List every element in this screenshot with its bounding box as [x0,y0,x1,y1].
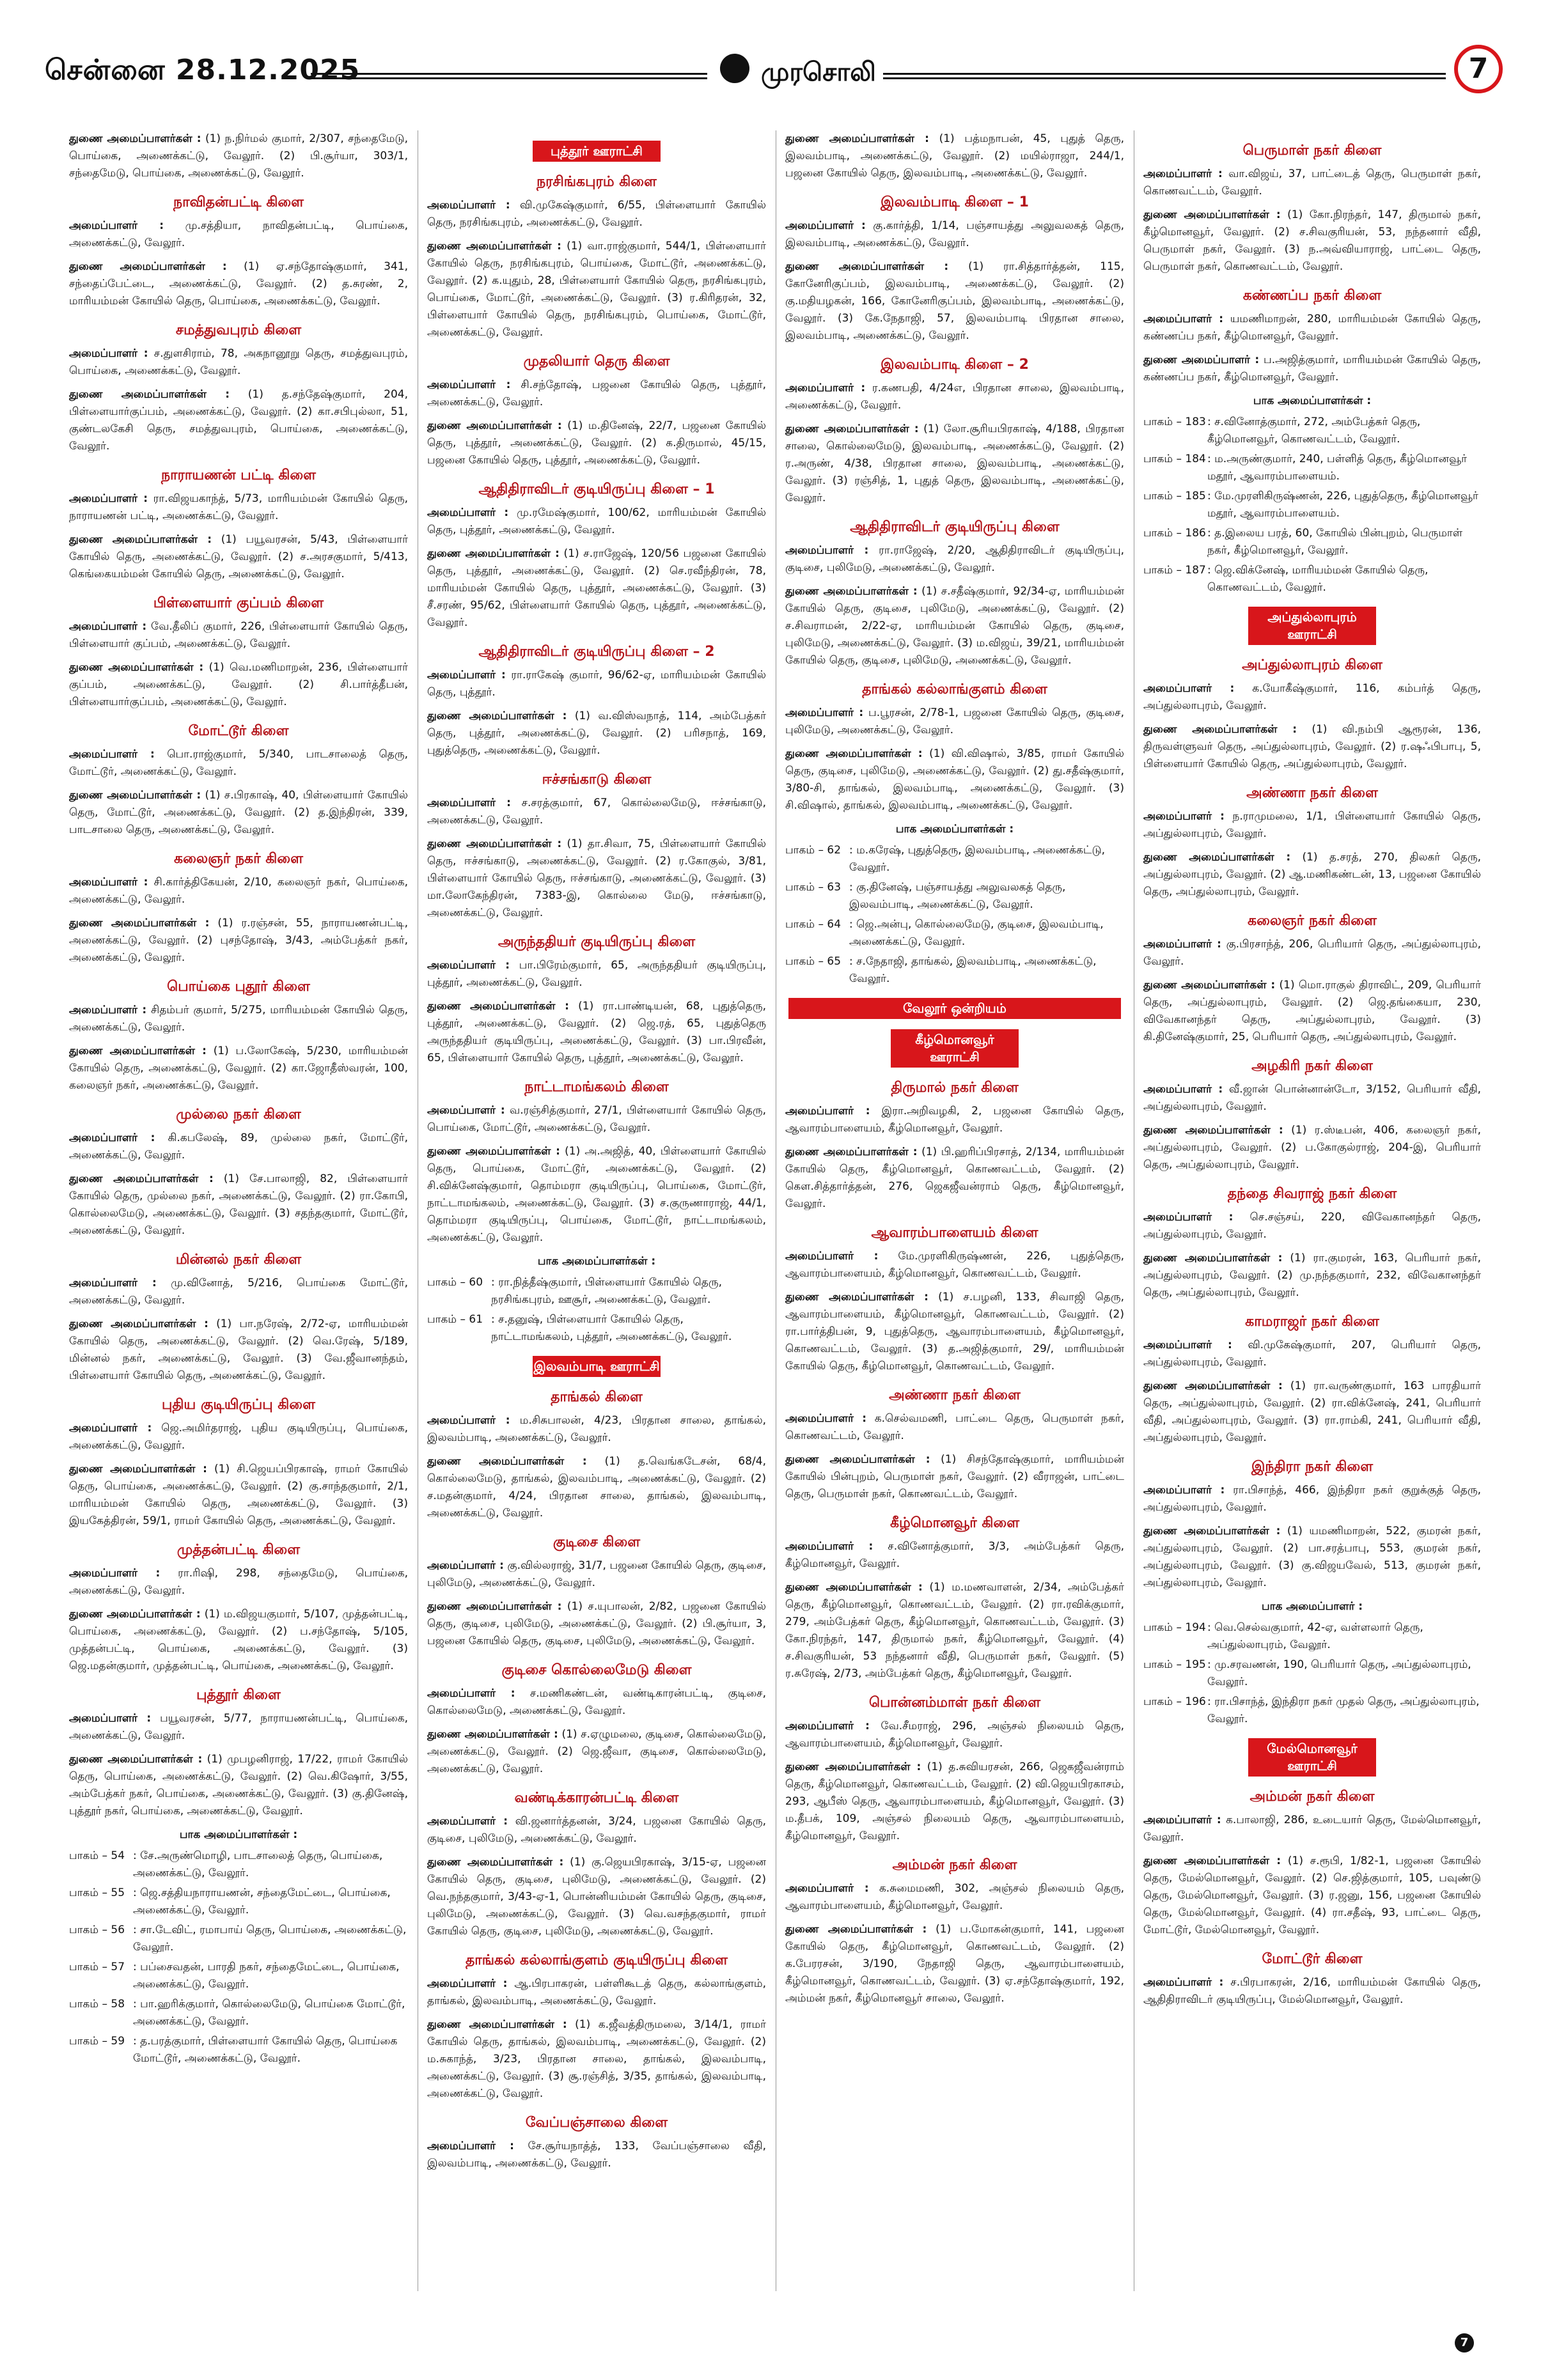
booth-organiser: : கு.தினேஷ், பஞ்சாயத்து அலுவலகத் தெரு, இலவம்பாடி, அணைக்கட்டு, வேலூர். [849,881,1066,911]
booth-organiser: : சா.டேவிட், ரமாபாய் தெரு, பொய்கை, அணைக்கட்டு, வேலூர். [133,1924,407,1954]
organiser-entry: அமைப்பாளர் : க.பாலாஜி, 286, உடையார் தெரு, மேல்மொனவூர், வேலூர். [1143,1814,1481,1844]
organiser-entry: அமைப்பாளர் : ச.சரத்குமார், 67, கொல்லைமேடு, ஈச்சங்காடு, அணைக்கட்டு, வேலூர். [427,797,766,827]
organiser-entry: துணை அமைப்பாளர்கள் : (1) ச.சதீஷ்குமார், 92/34-ஏ, மாரியம்மன் கோயில் தெரு, குடிசை, புலிமேடு, அணைக்கட்டு, வேலூர். (2) ச.சிவராமன், 2/22-ஏ, மாரியம்மன் கோயில் தெரு, குடிசை, புலிமேடு, அணைக்கட்டு, வேலூர். (3) ம.விஜய், 39/21, மாரியம்மன் கோயில் தெரு, குடிசை, புலிமேடு, அணைக்கட்டு, வேலூர். [785,585,1124,667]
booth-entry [427,1311,766,1346]
organiser-entry: அமைப்பாளர் : ரா.பிசாந்த், 466, இந்திரா நகர் குறுக்குத் தெரு, அப்துல்லாபுரம், வேலூர். [1143,1484,1481,1514]
booth-entry [1143,1619,1481,1654]
booth-number: பாகம் – 56 [69,1924,125,1936]
booth-number: பாகம் – 54 [69,1849,125,1862]
branch-heading: நாட்டாமங்கலம் கிளை [524,1079,669,1095]
booth-number: பாகம் – 55 [69,1886,125,1899]
organiser-entry: துணை அமைப்பாளர்கள் : (1) வ.விஸ்வநாத், 114, அம்பேத்கர் தெரு, புத்தூர், அணைக்கட்டு, வேலூர். (2) பரிசநாத், 169, புதுத்தெரு, அணைக்கட்டு, வேலூர். [427,710,766,757]
branch-heading: இலவம்பாடி கிளை – 2 [881,357,1029,373]
organiser-entry: துணை அமைப்பாளர்கள் : (1) ம.தினேஷ், 22/7, பஜனை கோயில் தெரு, புத்தூர், அணைக்கட்டு, வேலூர். (2) க.திருமால், 45/15, பஜனை கோயில் தெரு, புத்தூர், அணைக்கட்டு, வேலூர். [427,419,766,467]
organiser-entry: துணை அமைப்பாளர்கள் : (1) த.வெங்கடேசன், 68/4, கொல்லைமேடு, தாங்கல், இலவம்பாடி, அணைக்கட்டு, வேலூர். (2) ச.மதன்குமார், 4/24, பிரதான சாலை, தாங்கல், இலவம்பாடி, அணைக்கட்டு, வேலூர். [427,1455,766,1520]
organiser-entry: அமைப்பாளர் : மு.சத்தியா, நாவிதன்பட்டி, பொய்கை, அணைக்கட்டு, வேலூர். [69,219,408,249]
organiser-entry: துணை அமைப்பாளர்கள் : (1) பயூவரசன், 5/43, பிள்ளையார் கோயில் தெரு, அணைக்கட்டு, வேலூர். (2) ச.அரசகுமார், 5/413, கெங்கையம்மன் கோயில் தெரு, அணைக்கட்டு, வேலூர். [69,533,408,580]
organiser-entry: துணை அமைப்பாளர்கள் : (1) ச.பழனி, 133, சிவாஜி தெரு, ஆவாரம்பாளையம், கீழ்மொனவூர், கொணவட்டம், வேலூர். (2) ரா.பார்த்திபன், 9, புதுத்தெரு, ஆவாரம்பாளையம், கீழ்மொனவூர், கொணவட்டம், வேலூர். (3) த.அஜித்குமார், 29/, மாரியம்மன் கோயில் தெரு, கீழ்மொனவூர், கொணவட்டம், வேலூர். [785,1291,1124,1373]
branch-heading: முல்லை நகர் கிளை [176,1107,301,1123]
column-4 [1143,130,1481,2291]
booth-list-heading: பாக அமைப்பாளர்கள் : [179,1828,298,1841]
booth-organiser: : ச.தனுஷ், பிள்ளையார் கோயில் தெரு, நாட்டாமங்கலம், புத்தூர், அணைக்கட்டு, வேலூர். [491,1313,732,1343]
booth-list-heading: பாக அமைப்பாளர்கள் : [895,823,1014,836]
organiser-entry: துணை அமைப்பாளர்கள் : (1) ரா.குமரன், 163, பெரியார் நகர், அப்துல்லாபுரம், வேலூர். (2) மு.நந்தகுமார், 232, விவேகானந்தர் தெரு, அப்துல்லாபுரம், வேலூர். [1143,1252,1481,1299]
organiser-entry: அமைப்பாளர் : பயூவரசன், 5/77, நாராயணன்பட்டி, பொய்கை, அணைக்கட்டு, வேலூர். [69,1712,408,1742]
organiser-entry: துணை அமைப்பாளர்கள் : (1) ப.மோகன்குமார், 141, பஜனை கோயில் தெரு, கீழ்மொனவூர், கொணவட்டம், வேலூர். (2) க.பேரரசன், 3/190, நேதாஜி தெரு, ஆவாரம்பாளையம், கீழ்மொனவூர், கொணவட்டம், வேலூர். (3) ஏ.சந்தோஷ்குமார், 192, அம்மன் நகர், கீழ்மொனவூர் சாலை, வேலூர். [785,1923,1124,2005]
branch-heading: தாங்கல் கல்லாங்குளம் கிளை [862,681,1047,697]
organiser-entry: அமைப்பாளர் : வே.சீமராஜ், 296, அஞ்சல் நிலையம் தெரு, ஆவாரம்பாளையம், கீழ்மொனவூர், வேலூர். [785,1720,1124,1750]
page-number-badge: 7 [1454,45,1503,93]
organiser-entry: துணை அமைப்பாளர்கள் : (1) யமணிமாறன், 522, குமரன் நகர், அப்துல்லாபுரம், வேலூர். (2) பா.சரத்பாபு, 553, குமரன் நகர், அப்துல்லாபுரம், வேலூர். (3) கு.விஜயவேல், 513, குமரன் நகர், அப்துல்லாபுரம், வேலூர். [1143,1525,1481,1589]
branch-heading: திருமால் நகர் கிளை [891,1080,1019,1096]
branch-heading: அம்மன் நகர் கிளை [892,1857,1017,1873]
booth-organiser: : சே.அருண்மொழி, பாடசாலைத் தெரு, பொய்கை, அணைக்கட்டு, வேலூர். [133,1849,383,1879]
branch-heading: அழகிரி நகர் கிளை [1251,1058,1373,1074]
organiser-entry: அமைப்பாளர் : சி.கார்த்திகேயன், 2/10, கலைஞர் நகர், பொய்கை, அணைக்கட்டு, வேலூர். [69,876,408,906]
booth-number: பாகம் – 194 [1143,1621,1206,1634]
organiser-entry: அமைப்பாளர் : க.செல்வமணி, பாட்டை தெரு, பெருமாள் நகர், கொணவட்டம், வேலூர். [785,1412,1124,1442]
branch-heading: மோட்டூர் கிளை [188,723,289,739]
booth-number: பாகம் – 183 [1143,416,1206,428]
masthead-rule-right [883,73,1446,79]
organiser-entry: அமைப்பாளர் : வி.ஜனார்த்தனன், 3/24, பஜனை கோயில் தெரு, குடிசை, புலிமேடு, அணைக்கட்டு, வேலூர். [427,1815,766,1845]
branch-heading: புதிய குடியிருப்பு கிளை [162,1397,315,1413]
branch-heading: அண்ணா நகர் கிளை [889,1387,1021,1403]
column-1 [69,130,408,2291]
organiser-entry: துணை அமைப்பாளர்கள் : (1) மொ.ராகுல் திராவிட், 209, பெரியார் தெரு, அப்துல்லாபுரம், வேலூர். (2) ஜெ.தங்கையா, 230, விவேகானந்தர் தெரு, அப்துல்லாபுரம், வேலூர். (3) கி.தினேஷ்குமார், 25, பெரியார் தெரு, அப்துல்லாபுரம், வேலூர். [1143,979,1481,1043]
organiser-entry: அமைப்பாளர் : இரா.அறிவழகி, 2, பஜனை கோயில் தெரு, ஆவாரம்பாளையம், கீழ்மொனவூர், வேலூர். [785,1105,1124,1135]
organiser-entry: துணை அமைப்பாளர்கள் : (1) சி.ஜெயப்பிரகாஷ், ராமர் கோயில் தெரு, பொய்கை, அணைக்கட்டு, வேலூர். (2) கு.சாந்தகுமார், 2/1, மாரியம்மன் கோயில் தெரு, அணைக்கட்டு, வேலூர். (3) இயகேத்திரன், 59/1, ராமர் கோயில் தெரு, அணைக்கட்டு, வேலூர். [69,1463,408,1527]
booth-organiser: : பா.ஹரிக்குமார், கொல்லைமேடு, பொய்கை மோட்டூர், அணைக்கட்டு, வேலூர். [133,1998,405,2028]
organiser-entry: துணை அமைப்பாளர்கள் : (1) பத்மநாபன், 45, புதுத் தெரு, இலவம்பாடி, அணைக்கட்டு, வேலூர். (2) மயில்ராஜா, 244/1, பஜனை கோயில் தெரு, இலவம்பாடி, அணைக்கட்டு, வேலூர். [785,132,1124,180]
organiser-entry: துணை அமைப்பாளர்கள் : (1) ச.ராஜேஷ், 120/56 பஜனை கோயில் தெரு, புத்தூர், அணைக்கட்டு, வேலூர். (2) செ.ரவீந்திரன், 78, மாரியம்மன் கோயில் தெரு, புத்தூர், அணைக்கட்டு, வேலூர். (3) சீ.சரண், 95/62, பிள்ளையார் கோயில் தெரு, புத்தூர், அணைக்கட்டு, வேலூர். [427,547,766,629]
booth-organiser: : ஜெ.சத்தியநாராயணன், சந்தைமேட்டை, பொய்கை, அணைக்கட்டு, வேலூர். [133,1886,391,1917]
organiser-entry: அமைப்பாளர் : செ.சஞ்சய், 220, விவேகானந்தர் தெரு, அப்துல்லாபுரம், வேலூர். [1143,1211,1481,1241]
branch-heading: வண்டிக்காரன்பட்டி கிளை [514,1790,679,1806]
branch-heading: முத்தன்பட்டி கிளை [176,1542,301,1558]
organiser-entry: அமைப்பாளர் : வி.முகேஷ்குமார், 6/55, பிள்ளையார் கோயில் தெரு, நரசிங்கபுரம், அணைக்கட்டு, வேலூர். [427,199,766,229]
organiser-entry: அமைப்பாளர் : வி.முகேஷ்குமார், 207, பெரியார் தெரு, அப்துல்லாபுரம், வேலூர். [1143,1339,1481,1369]
booth-entry [427,1274,766,1309]
organiser-entry: அமைப்பாளர் : ச.மணிகண்டன், வண்டிகாரன்பட்டி, குடிசை, கொல்லைமேடு, அணைக்கட்டு, வேலூர். [427,1687,766,1717]
booth-entry [1143,1693,1481,1728]
organiser-entry: அமைப்பாளர் : ச.துளசிராம், 78, அகநானூறு தெரு, சமத்துவபுரம், பொய்கை, அணைக்கட்டு, வேலூர். [69,347,408,377]
branch-heading: பொய்கை புதூர் கிளை [167,979,310,995]
booth-organiser: : ரா.பிசாந்த், இந்திரா நகர் முதல் தெரு, அப்துல்லாபுரம், வேலூர். [1207,1695,1480,1725]
branch-heading: ஆதிதிராவிடர் குடியிருப்பு கிளை – 2 [478,644,715,660]
branch-heading: அண்ணா நகர் கிளை [1246,785,1378,801]
branch-heading: புத்தூர் கிளை [196,1687,281,1703]
booth-number: பாகம் – 64 [785,918,842,931]
organiser-entry: துணை அமைப்பாளர்கள் : (1) ச.ரூபி, 1/82-1, பஜனை கோயில் தெரு, மேல்மொனவூர், வேலூர். (2) செ.ஜித்குமார், 105, பவுண்டு தெரு, மேல்மொனவூர், வேலூர். (3) ர.ஜனு, 156, பஜனை கோயில் தெரு, மேல்மொனவூர், வேலூர். (4) ரா.சதீஷ், 93, பாட்டை தெரு, மோட்டூர், மேல்மொனவூர், வேலூர். [1143,1855,1481,1936]
branch-heading: அம்மன் நகர் கிளை [1249,1789,1375,1805]
booth-entry [785,879,1124,914]
branch-heading: சமத்துவபுரம் கிளை [175,322,302,338]
booth-number: பாகம் – 65 [785,955,842,968]
organiser-entry: அமைப்பாளர் : ப.பூரசன், 2/78-1, பஜனை கோயில் தெரு, குடிசை, புலிமேடு, அணைக்கட்டு, வேலூர். [785,706,1124,736]
organiser-entry: அமைப்பாளர் : வீ.ஜான் பொன்னான்டோ, 3/152, பெரியார் வீதி, அப்துல்லாபுரம், வேலூர். [1143,1083,1481,1113]
branch-heading: ஆதிதிராவிடர் குடியிருப்பு கிளை – 1 [478,481,715,497]
organiser-entry: துணை அமைப்பாளர்கள் : (1) த.சரத், 270, திலகர் தெரு, அப்துல்லாபுரம், வேலூர். (2) ஆ.மணிகண்டன், 13, பஜனை கோயில் தெரு, அப்துல்லாபுரம், வேலூர். [1143,851,1481,898]
booth-organiser: : த.பரத்குமார், பிள்ளையார் கோயில் தெரு, பொய்கை மோட்டூர், அணைக்கட்டு, வேலூர். [133,2035,398,2065]
booth-entry [1143,1656,1481,1691]
organiser-entry: அமைப்பாளர் : மே.முரளிகிருஷ்ணன், 226, புதுத்தெரு, ஆவாரம்பாளையம், கீழ்மொனவூர், கொணவட்டம், வேலூர். [785,1250,1124,1280]
booth-organiser: : ஜெ.அன்பு, கொல்லைமேடு, குடிசை, இலவம்பாடி, அணைக்கட்டு, வேலூர். [849,918,1104,948]
branch-heading: கலைஞர் நகர் கிளை [1248,913,1377,929]
booth-entry [785,842,1124,876]
booth-entry [69,1847,408,1882]
logo-emblem-icon [720,54,749,83]
booth-number: பாகம் – 187 [1143,564,1206,577]
branch-heading: அருந்ததியர் குடியிருப்பு கிளை [497,934,696,950]
branch-heading: முதலியார் தெரு கிளை [523,354,670,369]
booth-entry [69,1885,408,1919]
branch-heading: தாங்கல் கிளை [551,1389,643,1405]
organiser-entry: துணை அமைப்பாளர்கள் : (1) ந.நிர்மல் குமார், 2/307, சந்தைமேடு, பொய்கை, அணைக்கட்டு, வேலூர். (2) பி.சூர்யா, 303/1, சந்தைமேடு, பொய்கை, அணைக்கட்டு, வேலூர். [69,132,408,180]
organiser-entry: துணை அமைப்பாளர்கள் : (1) ம.மணவாளன், 2/34, அம்பேத்கர் தெரு, கீழ்மொனவூர், கொணவட்டம், வேலூர். (2) ரா.ரவிக்குமார், 279, அம்பேத்கர் தெரு, கீழ்மொனவூர், கொணவட்டம், வேலூர். (3) கோ.நிரந்தர், 147, திருமால் நகர், கீழ்மொனவூர், வேலூர். (4) ச.சிவகுரியன், 53 நந்தனார் வீதி, பெருமாள் நகர், வேலூர். (5) ர.சுரேஷ், 2/73, அம்பேத்கர் தெரு, கீழ்மொனவூர், வேலூர். [785,1581,1124,1680]
organiser-entry: துணை அமைப்பாளர்கள் : (1) லோ.சூரியபிரகாஷ், 4/188, பிரதான சாலை, கொல்லைமேடு, இலவம்பாடி, அணைக்கட்டு, வேலூர். (2) ர.அருண், 4/38, பிரதான சாலை, இலவம்பாடி, அணைக்கட்டு, வேலூர். (3) ரஞ்சித், 1, புதுத் தெரு, இலவம்பாடி, அணைக்கட்டு, வேலூர். [785,423,1124,504]
organiser-entry: அமைப்பாளர் : கு.கார்த்தி, 1/14, பஞ்சாயத்து அலுவலகத் தெரு, இலவம்பாடி, அணைக்கட்டு, வேலூர். [785,219,1124,249]
organiser-entry: அமைப்பாளர் : வே.தீலிப் குமார், 226, பிள்ளையார் கோயில் தெரு, பிள்ளையார் குப்பம், அணைக்கட்டு, வேலூர். [69,620,408,650]
booth-entry [785,916,1124,951]
organiser-entry: அமைப்பாளர் : ச.வினோத்குமார், 3/3, அம்பேத்கர் தெரு, கீழ்மொனவூர், வேலூர். [785,1540,1124,1570]
organiser-entry: அமைப்பாளர் : ரா.ராஜேஷ், 2/20, ஆதிதிராவிடர் குடியிருப்பு, குடிசை, புலிமேடு, அணைக்கட்டு, வேலூர். [785,544,1124,574]
organiser-entry: அமைப்பாளர் : வா.விஜய், 37, பாட்டைத் தெரு, பெருமாள் நகர், கொணவட்டம், வேலூர். [1143,167,1481,198]
organiser-entry: துணை அமைப்பாளர்கள் : (1) ச.பிரகாஷ், 40, பிள்ளையார் கோயில் தெரு, மோட்டூர், அணைக்கட்டு, வேலூர். (2) த.இந்திரன், 339, பாடசாலை தெரு, அணைக்கட்டு, வேலூர். [69,789,408,836]
branch-heading: இலவம்பாடி கிளை – 1 [881,194,1029,210]
organiser-entry: துணை அமைப்பாளர்கள் : (1) ர.ஸ்டீபன், 406, கலைஞர் நகர், அப்துல்லாபுரம், வேலூர். (2) ப.கோகுல்ராஜ், 204-இ, பெரியார் தெரு, அப்துல்லாபுரம், வேலூர். [1143,1124,1481,1171]
section-banner: இலவம்பாடி ஊராட்சி [533,1356,661,1377]
booth-number: பாகம் – 58 [69,1998,125,2011]
organiser-entry: துணை அமைப்பாளர்கள் : (1) ஏ.சந்தோஷ்குமார், 341, சந்தைப்பேட்டை, அணைக்கட்டு, வேலூர். (2) த.சுரண், 2, மாரியம்மன் கோயில் தெரு, பொய்கை, அணைக்கட்டு, வேலூர். [69,260,408,307]
booth-entry [69,1996,408,2030]
column-3 [785,130,1124,2291]
booth-number: பாகம் – 61 [427,1313,483,1326]
organiser-entry: அமைப்பாளர் : மு.வினோத், 5/216, பொய்கை மோட்டூர், அணைக்கட்டு, வேலூர். [69,1277,408,1307]
booth-number: பாகம் – 63 [785,881,842,894]
organiser-entry: துணை அமைப்பாளர்கள் : (1) வி.நம்பி ஆரூரன், 136, திருவள்ளுவர் தெரு, அப்துல்லாபுரம், வேலூர். (2) ர.ஷஃபிபாபு, 5, பிள்ளையார் கோயில் தெரு, அப்துல்லாபுரம், வேலூர். [1143,723,1481,770]
newspaper-name: முரசொலி [761,58,876,87]
booth-entry [1143,562,1481,596]
organiser-entry: துணை அமைப்பாளர்கள் : (1) பி.ஹரிப்பிரசாத், 2/134, மாரியம்மன் கோயில் தெரு, கீழ்மொனவூர், கொணவட்டம், வேலூர். (2) கௌ.சித்தார்த்தன், 276, ஜெகஜீவன்ராம் தெரு, கீழ்மொனவூர், வேலூர். [785,1146,1124,1210]
organiser-entry: அமைப்பாளர் : யமணிமாறன், 280, மாரியம்மன் கோயில் தெரு, கண்ணப்ப நகர், கீழ்மொனவூர், வேலூர். [1143,313,1481,343]
organiser-entry: அமைப்பாளர் : சிதம்பர் குமார், 5/275, மாரியம்மன் கோயில் தெரு, அணைக்கட்டு, வேலூர். [69,1004,408,1034]
branch-heading: கீழ்மொனவூர் கிளை [889,1515,1020,1531]
organiser-entry: துணை அமைப்பாளர்கள் : (1) சிசந்தோஷ்குமார், மாரியம்மன் கோயில் பின்புறம், பெருமாள் நகர், வேலூர். (2) வீராஜன், பாட்டை தெரு, பெருமாள் நகர், கொணவட்டம், வேலூர். [785,1453,1124,1500]
branch-heading: வேப்பஞ்சாலை கிளை [525,2115,668,2131]
booth-entry [69,1922,408,1956]
booth-list-heading: பாக அமைப்பாளர்கள் : [1253,394,1372,407]
masthead [23,45,1519,102]
organiser-entry: துணை அமைப்பாளர்கள் : (1) ரா.வருண்குமார், 163 பாரதியார் தெரு, அப்துல்லாபுரம், வேலூர். (2) ரா.விக்னேஷ், 241, பெரியார் வீதி, அப்துல்லாபுரம், வேலூர். (3) ரா.ராம்கி, 241, பெரியார் வீதி, அப்துல்லாபுரம், வேலூர். [1143,1380,1481,1444]
organiser-entry: துணை அமைப்பாளர்கள் : (1) ரா.பாண்டியன், 68, புதுத்தெரு, புத்தூர், அணைக்கட்டு, வேலூர். (2) ஜெ.ரத், 65, புதுத்தெரு அருந்ததியர் குடியிருப்பு, அணைக்கட்டு, வேலூர். (3) பா.பிரவீன், 65, பிள்ளையார் கோயில் தெரு, புத்தூர், அணைக்கட்டு, வேலூர். [427,1000,766,1064]
booth-list-heading: பாக அமைப்பாளர் : [1261,1600,1363,1613]
booth-entry [69,2033,408,2067]
organiser-entry: துணை அமைப்பாளர்கள் : (1) கு.ஜெயபிரகாஷ், 3/15-ஏ, பஜனை கோயில் தெரு, குடிசை, புலிமேடு, அணைக்கட்டு, வேலூர். (2) வெ.நந்தகுமார், 3/43-ஏ-1, பொன்னியம்மன் கோயில் தெரு, குடிசை, புலிமேடு, அணைக்கட்டு, வேலூர். (3) வெ.வசந்தகுமார், ராமர் கோயில் தெரு, குடிசை, புலிமேடு, அணைக்கட்டு, வேலூர். [427,1856,766,1938]
organiser-entry: அமைப்பாளர் : ச.பிரபாகரன், 2/16, மாரியம்மன் கோயில் தெரு, ஆதிதிராவிடர் குடியிருப்பு, மேல்மொனவூர், வேலூர். [1143,1976,1481,2006]
booth-number: பாகம் – 57 [69,1961,125,1973]
booth-list-heading: பாக அமைப்பாளர்கள் : [537,1255,656,1268]
booth-number: பாகம் – 196 [1143,1695,1206,1708]
issue-date: சென்னை 28.12.2025 [45,54,361,86]
branch-heading: தாங்கல் கல்லாங்குளம் குடியிருப்பு கிளை [465,1952,728,1968]
branch-heading: நரசிங்கபுரம் கிளை [537,174,657,190]
section-banner: அப்துல்லாபுரம் ஊராட்சி [1248,607,1376,645]
booth-number: பாகம் – 185 [1143,490,1206,502]
branch-heading: இந்திரா நகர் கிளை [1251,1459,1374,1475]
booth-organiser: : மே.முரளிகிருஷ்ணன், 226, புதுத்தெரு, கீழ்மொனவூர் மதூர், ஆவாரம்பாளையம். [1207,490,1478,520]
organiser-entry: அமைப்பாளர் : சே.சூர்யநாத்த், 133, வேப்பஞ்சாலை வீதி, இலவம்பாடி, அணைக்கட்டு, வேலூர். [427,2140,766,2170]
booth-organiser: : ரா.நித்தீஷ்குமார், பிள்ளையார் கோயில் தெரு, நரசிங்கபுரம், ஊசூர், அணைக்கட்டு, வேலூர். [491,1276,722,1306]
branch-heading: தந்தை சிவராஜ் நகர் கிளை [1227,1186,1397,1202]
branch-heading: குடிசை கொல்லைமேடு கிளை [501,1662,692,1678]
branch-heading: நாவிதன்பட்டி கிளை [173,194,304,210]
footer-page-number: 7 [1455,2333,1474,2353]
branch-heading: நாராயணன் பட்டி கிளை [161,467,317,483]
booth-entry [69,1959,408,1993]
organiser-entry: துணை அமைப்பாளர்கள் : (1) த.சுவியரசன், 266, ஜெகஜீவன்ராம் தெரு, கீழ்மொனவூர், கொணவட்டம், வேலூர். (2) வி.ஜெயபிரகாசம், 293, ஆபீஸ் தெரு, ஆவாரம்பாளையம், கீழ்மொனவூர், வேலூர். (3) ம.தீபக், 109, அஞ்சல் நிலையம் தெரு, ஆவாரம்பாளையம், கீழ்மொனவூர், வேலூர். [785,1761,1124,1842]
organiser-entry: அமைப்பாளர் : ம.சிசுபாலன், 4/23, பிரதான சாலை, தாங்கல், இலவம்பாடி, அணைக்கட்டு, வேலூர். [427,1414,766,1444]
organiser-entry: துணை அமைப்பாளர்கள் : (1) த.சந்தேஷ்குமார், 204, பிள்ளையார்குப்பம், அணைக்கட்டு, வேலூர். (2) கா.சபிபுல்லா, 51, குண்டலகேசி தெரு, சமத்துவபுரம், பொய்கை, அணைக்கட்டு, வேலூர். [69,388,408,453]
branch-heading: குடிசை கிளை [552,1534,641,1550]
organiser-entry: துணை அமைப்பாளர்கள் : (1) தா.சிவா, 75, பிள்ளையார் கோயில் தெரு, ஈச்சங்காடு, அணைக்கட்டு, வேலூர். (2) ர.கோகுல், 3/81, பிள்ளையார் கோயில் தெரு, ஈச்சங்காடு, அணைக்கட்டு, வேலூர். (3) மா.லோகேந்திரன், 7383-இ, கொல்லை மேடு, ஈச்சங்காடு, அணைக்கட்டு, வேலூர். [427,837,766,919]
booth-number: பாகம் – 62 [785,844,842,857]
organiser-entry: துணை அமைப்பாளர்கள் : (1) க.ஜீவத்திருமலை, 3/14/1, ராமர் கோயில் தெரு, தாங்கல், இலவம்பாடி, அணைக்கட்டு, வேலூர். (2) ம.சுகாந்த், 3/23, பிரதான சாலை, தாங்கல், இலவம்பாடி, அணைக்கட்டு, வேலூர். (3) சூ.ரஞ்சித், 3/35, தாங்கல், இலவம்பாடி, அணைக்கட்டு, வேலூர். [427,2018,766,2100]
branch-heading: கண்ணப்ப நகர் கிளை [1242,288,1382,304]
booth-entry [1143,525,1481,559]
organiser-entry: அமைப்பாளர் : ந.ராமுமலை, 1/1, பிள்ளையார் கோயில் தெரு, அப்துல்லாபுரம், வேலூர். [1143,810,1481,840]
section-banner: மேல்மொனவூர் ஊராட்சி [1248,1738,1376,1777]
branch-heading: ஈச்சங்காடு கிளை [542,772,652,788]
organiser-entry: துணை அமைப்பாளர்கள் : (1) அ.அஜித், 40, பிள்ளையார் கோயில் தெரு, பொய்கை, மோட்டூர், அணைக்கட்டு, வேலூர். (2) சி.விக்னேஷ்குமார், தொம்மரா குடியிருப்பு, பொய்கை, மோட்டூர், நாட்டாமங்கலம், அணைக்கட்டு, வேலூர். (3) ச.குருணாராஜ், 44/1, தொம்மரா குடியிருப்பு, பொய்கை, மோட்டூர், நாட்டாமங்கலம், அணைக்கட்டு, வேலூர். [427,1145,766,1244]
organiser-entry: அமைப்பாளர் : ஜெ.அமிர்தராஜ், புதிய குடியிருப்பு, பொய்கை, அணைக்கட்டு, வேலூர். [69,1422,408,1452]
organiser-entry: அமைப்பாளர் : வ.ரஞ்சித்குமார், 27/1, பிள்ளையார் கோயில் தெரு, பொய்கை, மோட்டூர், அணைக்கட்டு, வேலூர். [427,1104,766,1134]
column-2 [427,130,766,2291]
organiser-entry: துணை அமைப்பாளர்கள் : (1) ம.விஜயகுமார், 5/107, முத்தன்பட்டி, பொய்கை, அணைக்கட்டு, வேலூர். (2) ப.சந்தோஷ், 5/105, முத்தன்பட்டி, பொய்கை, அணைக்கட்டு, வேலூர். (3) ஜெ.மதன்குமார், முத்தன்பட்டி, பொய்கை, அணைக்கட்டு, வேலூர். [69,1608,408,1672]
organiser-entry: துணை அமைப்பாளர் : ப.அஜித்குமார், மாரியம்மன் கோயில் தெரு, கண்ணப்ப நகர், கீழ்மொனவூர், வேலூர். [1143,354,1481,384]
section-banner: புத்தூர் ஊராட்சி [533,141,661,162]
booth-number: பாகம் – 186 [1143,527,1206,540]
branch-heading: காமராஜர் நகர் கிளை [1245,1314,1379,1330]
organiser-entry: அமைப்பாளர் : பொ.ராஜ்குமார், 5/340, பாடசாலைத் தெரு, மோட்டூர், அணைக்கட்டு, வேலூர். [69,748,408,778]
branch-heading: பெருமாள் நகர் கிளை [1242,143,1382,159]
branch-heading: கலைஞர் நகர் கிளை [174,851,303,867]
organiser-entry: அமைப்பாளர் : கு.பிரசாந்த், 206, பெரியார் தெரு, அப்துல்லாபுரம், வேலூர். [1143,938,1481,968]
organiser-entry: அமைப்பாளர் : ர.கணபதி, 4/24எ, பிரதான சாலை, இலவம்பாடி, அணைக்கட்டு, வேலூர். [785,382,1124,412]
organiser-entry: துணை அமைப்பாளர்கள் : (1) வெ.மணிமாறன், 236, பிள்ளையார் குப்பம், அணைக்கட்டு, வேலூர். (2) சி.பார்த்தீபன், பிள்ளையார்குப்பம், அணைக்கட்டு, வேலூர். [69,661,408,708]
branch-heading: பிள்ளையார் குப்பம் கிளை [153,595,324,611]
organiser-entry: அமைப்பாளர் : ரா.ராகேஷ் குமார், 96/62-ஏ, மாரியம்மன் கோயில் தெரு, புத்தூர். [427,669,766,699]
organiser-entry: துணை அமைப்பாளர்கள் : (1) கோ.நிரந்தர், 147, திருமால் நகர், கீழ்மொனவூர், வேலூர். (2) ச.சிவகுரியன், 53, நந்தனார் வீதி, பெருமாள் நகர், வேலூர். (3) ந.அவ்வியாராஜ், பாட்டை தெரு, பெருமாள் நகர், கொணவட்டம், வேலூர். [1143,208,1481,273]
organiser-entry: துணை அமைப்பாளர்கள் : (1) வா.ராஜ்குமார், 544/1, பிள்ளையார் கோயில் தெரு, நரசிங்கபுரம், பொய்கை, மோட்டூர், அணைக்கட்டு, வேலூர். (2) க.யுதும், 28, பிள்ளையார் கோயில் தெரு, நரசிங்கபுரம், பொய்கை, மோட்டூர், அணைக்கட்டு, வேலூர். (3) ர.கிரிதரன், 32, பிள்ளையார் கோயில் தெரு, நரசிங்கபுரம், பொய்கை, மோட்டூர், அணைக்கட்டு, வேலூர். [427,240,766,339]
organiser-entry: அமைப்பாளர் : மு.ரமேஷ்குமார், 100/62, மாரியம்மன் கோயில் தெரு, புத்தூர், அணைக்கட்டு, வேலூர். [427,506,766,536]
branch-heading: ஆவாரம்பாளையம் கிளை [871,1225,1038,1241]
booth-organiser: : மு.சரவணன், 190, பெரியார் தெரு, அப்துல்லாபுரம், வேலூர். [1207,1658,1471,1688]
organiser-entry: துணை அமைப்பாளர்கள் : (1) ப.லோகேஷ், 5/230, மாரியம்மன் கோயில் தெரு, அணைக்கட்டு, வேலூர். (2) கா.ஜோதீஸ்வரன், 100, கலைஞர் நகர், அணைக்கட்டு, வேலூர். [69,1045,408,1092]
branch-heading: மோட்டூர் கிளை [1262,1951,1363,1967]
article-columns [69,130,1481,2304]
organiser-entry: துணை அமைப்பாளர்கள் : (1) சே.பாலாஜி, 82, பிள்ளையார் கோயில் தெரு, முல்லை நகர், அணைக்கட்டு, வேலூர். (2) ரா.கோபி, கொல்லைமேடு, அணைக்கட்டு, வேலூர். (3) சதந்தகுமார், மோட்டூர், அணைக்கட்டு, வேலூர். [69,1172,408,1237]
booth-entry [1143,451,1481,485]
organiser-entry: அமைப்பாளர் : பா.பிரேம்குமார், 65, அருந்ததியர் குடியிருப்பு, புத்தூர், அணைக்கட்டு, வேலூர். [427,959,766,989]
booth-organiser: : ச.நேதாஜி, தாங்கல், இலவம்பாடி, அணைக்கட்டு, வேலூர். [849,955,1097,985]
organiser-entry: அமைப்பாளர் : க.யோகீஷ்குமார், 116, கம்பர்த் தெரு, அப்துல்லாபுரம், வேலூர். [1143,682,1481,712]
booth-entry [1143,414,1481,448]
booth-organiser: : ம.அருண்குமார், 240, பள்ளித் தெரு, கீழ்மொனவூர் மதூர், ஆவாரம்பாளையம். [1207,453,1468,483]
organiser-entry: துணை அமைப்பாளர்கள் : (1) பா.நரேஷ், 2/72-ஏ, மாரியம்மன் கோயில் தெரு, அணைக்கட்டு, வேலூர். (2) வெ.ரேஷ், 5/189, மின்னல் நகர், அணைக்கட்டு, வேலூர். (3) வே.ஜீவானந்தம், பிள்ளையார் கோயில் தெரு, அணைக்கட்டு, வேலூர். [69,1318,408,1382]
masthead-rule-left [311,73,707,79]
booth-organiser: : ம.கரேஷ், புதுத்தெரு, இலவம்பாடி, அணைக்கட்டு, வேலூர். [849,844,1106,874]
booth-number: பாகம் – 59 [69,2035,125,2048]
organiser-entry: துணை அமைப்பாளர்கள் : (1) ர.ரஞ்சன், 55, நாராயணன்பட்டி, அணைக்கட்டு, வேலூர். (2) புசந்தோஷ், 3/43, அம்பேத்கர் நகர், அணைக்கட்டு, வேலூர். [69,917,408,964]
branch-heading: மின்னல் நகர் கிளை [175,1252,302,1268]
organiser-entry: துணை அமைப்பாளர்கள் : (1) ரா.சித்தார்த்தன், 115, கோனேரிகுப்பம், இலவம்பாடி, அணைக்கட்டு, வேலூர். (2) கு.மதியழகன், 166, கோனேரிகுப்பம், இலவம்பாடி, அணைக்கட்டு, வேலூர். (3) கே.நேதாஜி, 57, இலவம்பாடி பிரதான சாலை, இலவம்பாடி, அணைக்கட்டு, வேலூர். [785,260,1124,342]
booth-number: பாகம் – 184 [1143,453,1206,465]
organiser-entry: துணை அமைப்பாளர்கள் : (1) ச.ஏழுமலை, குடிசை, கொல்லைமேடு, அணைக்கட்டு, வேலூர். (2) ஜெ.ஜீவா, குடிசை, கொல்லைமேடு, அணைக்கட்டு, வேலூர். [427,1728,766,1775]
booth-entry [785,953,1124,988]
booth-organiser: : பப்சைவதன், பாரதி நகர், சந்தைமேட்டை, பொய்கை, அணைக்கட்டு, வேலூர். [133,1961,400,1991]
branch-heading: அப்துல்லாபுரம் கிளை [1242,657,1382,673]
booth-number: பாகம் – 195 [1143,1658,1206,1671]
booth-entry [1143,488,1481,522]
organiser-entry: துணை அமைப்பாளர்கள் : (1) ச.யுபாலன், 2/82, பஜனை கோயில் தெரு, குடிசை, புலிமேடு, அணைக்கட்டு, வேலூர். (2) பி.சூர்யா, 3, பஜனை கோயில் தெரு, குடிசை, புலிமேடு, அணைக்கட்டு, வேலூர். [427,1600,766,1647]
organiser-entry: துணை அமைப்பாளர்கள் : (1) முபழனிராஜ், 17/22, ராமர் கோயில் தெரு, பொய்கை, அணைக்கட்டு, வேலூர். (2) வெ.கிஷோர், 3/55, அம்பேத்கர் நகர், பொய்கை, அணைக்கட்டு, வேலூர். (3) கு.தினேஷ், புத்தூர் நகர், பொய்கை, அணைக்கட்டு, வேலூர். [69,1753,408,1817]
booth-organiser: : த.இலைய பரத், 60, கோயில் பின்புறம், பெருமாள் நகர், கீழ்மொனவூர், வேலூர். [1207,527,1463,557]
organiser-entry: அமைப்பாளர் : சி.சந்தோஷ், பஜனை கோயில் தெரு, புத்தூர், அணைக்கட்டு, வேலூர். [427,378,766,408]
booth-number: பாகம் – 60 [427,1276,483,1289]
section-banner: கீழ்மொனவூர் ஊராட்சி [891,1029,1019,1068]
section-banner: வேலூர் ஒன்றியம் [788,998,1121,1019]
booth-organiser: : வெ.செல்வகுமார், 42-ஏ, வள்ளலார் தெரு, அப்துல்லாபுரம், வேலூர். [1207,1621,1423,1651]
branch-heading: பொன்னம்மாள் நகர் கிளை [868,1695,1041,1711]
organiser-entry: அமைப்பாளர் : கி.கபலேஷ், 89, முல்லை நகர், மோட்டூர், அணைக்கட்டு, வேலூர். [69,1132,408,1162]
organiser-entry: அமைப்பாளர் : ரா.ரிஷி, 298, சந்தைமேடு, பொய்கை, அணைக்கட்டு, வேலூர். [69,1567,408,1597]
organiser-entry: அமைப்பாளர் : ரா.விஜயகாந்த், 5/73, மாரியம்மன் கோயில் தெரு, நாராயணன் பட்டி, அணைக்கட்டு, வேலூர். [69,492,408,522]
organiser-entry: அமைப்பாளர் : ஆ.பிரபாகரன், பள்ளிகூடத் தெரு, கல்லாங்குளம், தாங்கல், இலவம்பாடி, அணைக்கட்டு, வேலூர். [427,1977,766,2007]
organiser-entry: அமைப்பாளர் : க.சுமைமணி, 302, அஞ்சல் நிலையம் தெரு, ஆவாரம்பாளையம், கீழ்மொனவூர், வேலூர். [785,1882,1124,1912]
booth-organiser: : ஜெ.விக்னேஷ், மாரியம்மன் கோயில் தெரு, கொணவட்டம், வேலூர். [1207,564,1429,594]
branch-heading: ஆதிதிராவிடர் குடியிருப்பு கிளை [850,519,1060,535]
newspaper-logo [720,51,880,89]
organiser-entry: துணை அமைப்பாளர்கள் : (1) வி.விஷால், 3/85, ராமர் கோயில் தெரு, குடிசை, புலிமேடு, அணைக்கட்டு, வேலூர். (2) து.சதீஷ்குமார், 3/80-சி, தாங்கல், இலவம்பாடி, அணைக்கட்டு, வேலூர். (3) சி.விஷால், தாங்கல், இலவம்பாடி, அணைக்கட்டு, வேலூர். [785,747,1124,812]
booth-organiser: : ச.வினோத்குமார், 272, அம்பேத்கர் தெரு, கீழ்மொனவூர், கொணவட்டம், வேலூர். [1207,416,1421,446]
organiser-entry: அமைப்பாளர் : கு.வில்லராஜ், 31/7, பஜனை கோயில் தெரு, குடிசை, புலிமேடு, அணைக்கட்டு, வேலூர். [427,1559,766,1589]
